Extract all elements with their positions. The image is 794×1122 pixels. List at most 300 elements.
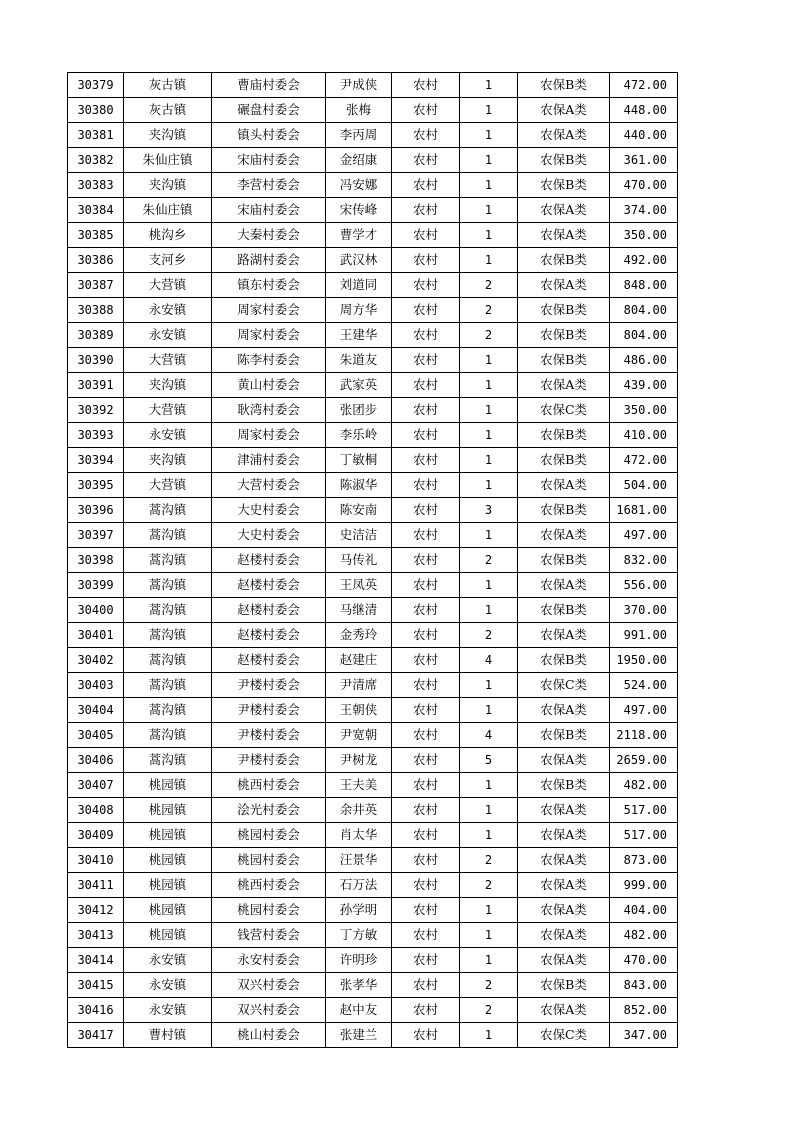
name-cell: 冯安娜 <box>326 173 392 198</box>
area-type-cell: 农村 <box>392 923 460 948</box>
category-cell: 农保A类 <box>518 573 610 598</box>
town-cell: 蒿沟镇 <box>124 723 212 748</box>
table-row <box>68 1023 678 1048</box>
name-cell: 尹宽朝 <box>326 723 392 748</box>
serial-number-cell: 30401 <box>68 623 124 648</box>
serial-number-cell: 30400 <box>68 598 124 623</box>
town-cell: 永安镇 <box>124 298 212 323</box>
category-cell: 农保B类 <box>518 148 610 173</box>
serial-number-cell: 30381 <box>68 123 124 148</box>
household-count-cell: 1 <box>460 448 518 473</box>
table-row <box>68 848 678 873</box>
town-cell: 桃园镇 <box>124 773 212 798</box>
village-committee-cell: 赵楼村委会 <box>212 598 326 623</box>
village-committee-cell: 浍光村委会 <box>212 798 326 823</box>
category-cell: 农保B类 <box>518 773 610 798</box>
village-committee-cell: 桃园村委会 <box>212 848 326 873</box>
household-count-cell: 1 <box>460 698 518 723</box>
name-cell: 王夫美 <box>326 773 392 798</box>
table-row <box>68 123 678 148</box>
amount-cell: 350.00 <box>610 398 678 423</box>
category-cell: 农保A类 <box>518 823 610 848</box>
table-row <box>68 623 678 648</box>
name-cell: 张团步 <box>326 398 392 423</box>
town-cell: 桃园镇 <box>124 873 212 898</box>
area-type-cell: 农村 <box>392 173 460 198</box>
village-committee-cell: 黄山村委会 <box>212 373 326 398</box>
household-count-cell: 4 <box>460 648 518 673</box>
household-count-cell: 1 <box>460 248 518 273</box>
serial-number-cell: 30395 <box>68 473 124 498</box>
village-committee-cell: 赵楼村委会 <box>212 648 326 673</box>
household-count-cell: 1 <box>460 1023 518 1048</box>
name-cell: 朱道友 <box>326 348 392 373</box>
category-cell: 农保B类 <box>518 298 610 323</box>
serial-number-cell: 30412 <box>68 898 124 923</box>
serial-number-cell: 30383 <box>68 173 124 198</box>
town-cell: 灰古镇 <box>124 98 212 123</box>
village-committee-cell: 桃园村委会 <box>212 898 326 923</box>
area-type-cell: 农村 <box>392 348 460 373</box>
name-cell: 张梅 <box>326 98 392 123</box>
name-cell: 张孝华 <box>326 973 392 998</box>
amount-cell: 482.00 <box>610 773 678 798</box>
town-cell: 大营镇 <box>124 398 212 423</box>
town-cell: 桃园镇 <box>124 923 212 948</box>
table-row <box>68 573 678 598</box>
town-cell: 朱仙庄镇 <box>124 148 212 173</box>
amount-cell: 497.00 <box>610 523 678 548</box>
table-row <box>68 823 678 848</box>
town-cell: 支河乡 <box>124 248 212 273</box>
village-committee-cell: 桃山村委会 <box>212 1023 326 1048</box>
area-type-cell: 农村 <box>392 948 460 973</box>
area-type-cell: 农村 <box>392 798 460 823</box>
village-committee-cell: 尹楼村委会 <box>212 673 326 698</box>
amount-cell: 482.00 <box>610 923 678 948</box>
town-cell: 大营镇 <box>124 473 212 498</box>
town-cell: 夹沟镇 <box>124 173 212 198</box>
serial-number-cell: 30405 <box>68 723 124 748</box>
category-cell: 农保A类 <box>518 473 610 498</box>
table-row <box>68 598 678 623</box>
area-type-cell: 农村 <box>392 598 460 623</box>
serial-number-cell: 30386 <box>68 248 124 273</box>
household-count-cell: 2 <box>460 548 518 573</box>
category-cell: 农保C类 <box>518 398 610 423</box>
household-count-cell: 1 <box>460 398 518 423</box>
area-type-cell: 农村 <box>392 873 460 898</box>
village-committee-cell: 赵楼村委会 <box>212 623 326 648</box>
serial-number-cell: 30387 <box>68 273 124 298</box>
name-cell: 尹树龙 <box>326 748 392 773</box>
village-committee-cell: 周家村委会 <box>212 298 326 323</box>
village-committee-cell: 桃西村委会 <box>212 773 326 798</box>
area-type-cell: 农村 <box>392 773 460 798</box>
household-count-cell: 2 <box>460 873 518 898</box>
name-cell: 孙学明 <box>326 898 392 923</box>
town-cell: 桃沟乡 <box>124 223 212 248</box>
table-row <box>68 723 678 748</box>
category-cell: 农保A类 <box>518 923 610 948</box>
category-cell: 农保B类 <box>518 73 610 98</box>
category-cell: 农保A类 <box>518 123 610 148</box>
household-count-cell: 1 <box>460 673 518 698</box>
name-cell: 许明珍 <box>326 948 392 973</box>
town-cell: 永安镇 <box>124 423 212 448</box>
village-committee-cell: 大史村委会 <box>212 498 326 523</box>
serial-number-cell: 30414 <box>68 948 124 973</box>
amount-cell: 361.00 <box>610 148 678 173</box>
village-committee-cell: 陈李村委会 <box>212 348 326 373</box>
amount-cell: 2659.00 <box>610 748 678 773</box>
serial-number-cell: 30417 <box>68 1023 124 1048</box>
area-type-cell: 农村 <box>392 973 460 998</box>
household-count-cell: 1 <box>460 923 518 948</box>
area-type-cell: 农村 <box>392 373 460 398</box>
area-type-cell: 农村 <box>392 698 460 723</box>
area-type-cell: 农村 <box>392 98 460 123</box>
town-cell: 大营镇 <box>124 273 212 298</box>
village-committee-cell: 赵楼村委会 <box>212 573 326 598</box>
category-cell: 农保B类 <box>518 973 610 998</box>
village-committee-cell: 桃西村委会 <box>212 873 326 898</box>
amount-cell: 350.00 <box>610 223 678 248</box>
table-row <box>68 273 678 298</box>
serial-number-cell: 30388 <box>68 298 124 323</box>
table-row <box>68 498 678 523</box>
area-type-cell: 农村 <box>392 273 460 298</box>
household-count-cell: 1 <box>460 123 518 148</box>
household-count-cell: 5 <box>460 748 518 773</box>
name-cell: 金绍康 <box>326 148 392 173</box>
area-type-cell: 农村 <box>392 423 460 448</box>
town-cell: 桃园镇 <box>124 898 212 923</box>
category-cell: 农保A类 <box>518 798 610 823</box>
town-cell: 永安镇 <box>124 973 212 998</box>
serial-number-cell: 30396 <box>68 498 124 523</box>
household-count-cell: 2 <box>460 623 518 648</box>
town-cell: 蒿沟镇 <box>124 498 212 523</box>
village-committee-cell: 尹楼村委会 <box>212 723 326 748</box>
table-row <box>68 173 678 198</box>
village-committee-cell: 宋庙村委会 <box>212 148 326 173</box>
table-row <box>68 673 678 698</box>
table-row <box>68 473 678 498</box>
area-type-cell: 农村 <box>392 998 460 1023</box>
town-cell: 桃园镇 <box>124 823 212 848</box>
name-cell: 肖太华 <box>326 823 392 848</box>
household-count-cell: 2 <box>460 848 518 873</box>
area-type-cell: 农村 <box>392 573 460 598</box>
name-cell: 金秀玲 <box>326 623 392 648</box>
area-type-cell: 农村 <box>392 123 460 148</box>
amount-cell: 448.00 <box>610 98 678 123</box>
amount-cell: 492.00 <box>610 248 678 273</box>
table-row <box>68 148 678 173</box>
village-committee-cell: 双兴村委会 <box>212 973 326 998</box>
amount-cell: 852.00 <box>610 998 678 1023</box>
amount-cell: 1950.00 <box>610 648 678 673</box>
serial-number-cell: 30407 <box>68 773 124 798</box>
household-count-cell: 2 <box>460 998 518 1023</box>
serial-number-cell: 30390 <box>68 348 124 373</box>
area-type-cell: 农村 <box>392 498 460 523</box>
name-cell: 王建华 <box>326 323 392 348</box>
table-row <box>68 523 678 548</box>
serial-number-cell: 30392 <box>68 398 124 423</box>
name-cell: 丁敏桐 <box>326 448 392 473</box>
table-row <box>68 348 678 373</box>
amount-cell: 370.00 <box>610 598 678 623</box>
village-committee-cell: 李营村委会 <box>212 173 326 198</box>
name-cell: 武家英 <box>326 373 392 398</box>
relief-roster-table <box>67 72 678 1048</box>
town-cell: 蒿沟镇 <box>124 623 212 648</box>
area-type-cell: 农村 <box>392 223 460 248</box>
town-cell: 永安镇 <box>124 948 212 973</box>
household-count-cell: 1 <box>460 173 518 198</box>
amount-cell: 804.00 <box>610 298 678 323</box>
table-row <box>68 298 678 323</box>
name-cell: 王凤英 <box>326 573 392 598</box>
name-cell: 汪景华 <box>326 848 392 873</box>
amount-cell: 374.00 <box>610 198 678 223</box>
town-cell: 蒿沟镇 <box>124 598 212 623</box>
name-cell: 石万法 <box>326 873 392 898</box>
village-committee-cell: 曹庙村委会 <box>212 73 326 98</box>
serial-number-cell: 30385 <box>68 223 124 248</box>
serial-number-cell: 30397 <box>68 523 124 548</box>
town-cell: 蒿沟镇 <box>124 673 212 698</box>
category-cell: 农保B类 <box>518 448 610 473</box>
amount-cell: 486.00 <box>610 348 678 373</box>
table-row <box>68 398 678 423</box>
category-cell: 农保A类 <box>518 223 610 248</box>
amount-cell: 2118.00 <box>610 723 678 748</box>
table-row <box>68 973 678 998</box>
table-row <box>68 798 678 823</box>
household-count-cell: 1 <box>460 348 518 373</box>
amount-cell: 848.00 <box>610 273 678 298</box>
village-committee-cell: 永安村委会 <box>212 948 326 973</box>
area-type-cell: 农村 <box>392 398 460 423</box>
village-committee-cell: 赵楼村委会 <box>212 548 326 573</box>
category-cell: 农保A类 <box>518 898 610 923</box>
table-row <box>68 98 678 123</box>
name-cell: 马继清 <box>326 598 392 623</box>
name-cell: 宋传峰 <box>326 198 392 223</box>
category-cell: 农保A类 <box>518 998 610 1023</box>
village-committee-cell: 尹楼村委会 <box>212 698 326 723</box>
category-cell: 农保A类 <box>518 98 610 123</box>
area-type-cell: 农村 <box>392 1023 460 1048</box>
name-cell: 王朝侠 <box>326 698 392 723</box>
serial-number-cell: 30380 <box>68 98 124 123</box>
area-type-cell: 农村 <box>392 298 460 323</box>
name-cell: 武汉林 <box>326 248 392 273</box>
town-cell: 大营镇 <box>124 348 212 373</box>
village-committee-cell: 耿湾村委会 <box>212 398 326 423</box>
area-type-cell: 农村 <box>392 323 460 348</box>
category-cell: 农保B类 <box>518 348 610 373</box>
name-cell: 曹学才 <box>326 223 392 248</box>
town-cell: 朱仙庄镇 <box>124 198 212 223</box>
amount-cell: 999.00 <box>610 873 678 898</box>
village-committee-cell: 钱营村委会 <box>212 923 326 948</box>
household-count-cell: 4 <box>460 723 518 748</box>
household-count-cell: 1 <box>460 598 518 623</box>
village-committee-cell: 路湖村委会 <box>212 248 326 273</box>
category-cell: 农保A类 <box>518 698 610 723</box>
area-type-cell: 农村 <box>392 473 460 498</box>
village-committee-cell: 宋庙村委会 <box>212 198 326 223</box>
serial-number-cell: 30403 <box>68 673 124 698</box>
amount-cell: 497.00 <box>610 698 678 723</box>
serial-number-cell: 30402 <box>68 648 124 673</box>
name-cell: 尹成侠 <box>326 73 392 98</box>
category-cell: 农保B类 <box>518 498 610 523</box>
amount-cell: 404.00 <box>610 898 678 923</box>
town-cell: 蒿沟镇 <box>124 548 212 573</box>
household-count-cell: 3 <box>460 498 518 523</box>
household-count-cell: 1 <box>460 898 518 923</box>
area-type-cell: 农村 <box>392 548 460 573</box>
table-row <box>68 698 678 723</box>
household-count-cell: 2 <box>460 273 518 298</box>
category-cell: 农保B类 <box>518 173 610 198</box>
category-cell: 农保A类 <box>518 948 610 973</box>
serial-number-cell: 30404 <box>68 698 124 723</box>
amount-cell: 504.00 <box>610 473 678 498</box>
town-cell: 蒿沟镇 <box>124 748 212 773</box>
category-cell: 农保B类 <box>518 548 610 573</box>
category-cell: 农保B类 <box>518 648 610 673</box>
amount-cell: 832.00 <box>610 548 678 573</box>
area-type-cell: 农村 <box>392 523 460 548</box>
village-committee-cell: 大营村委会 <box>212 473 326 498</box>
village-committee-cell: 镇头村委会 <box>212 123 326 148</box>
town-cell: 桃园镇 <box>124 848 212 873</box>
serial-number-cell: 30413 <box>68 923 124 948</box>
serial-number-cell: 30406 <box>68 748 124 773</box>
village-committee-cell: 镇东村委会 <box>212 273 326 298</box>
amount-cell: 470.00 <box>610 948 678 973</box>
name-cell: 陈安南 <box>326 498 392 523</box>
table-row <box>68 73 678 98</box>
table-row <box>68 223 678 248</box>
category-cell: 农保A类 <box>518 873 610 898</box>
area-type-cell: 农村 <box>392 623 460 648</box>
category-cell: 农保A类 <box>518 623 610 648</box>
name-cell: 丁方敏 <box>326 923 392 948</box>
amount-cell: 517.00 <box>610 823 678 848</box>
name-cell: 赵中友 <box>326 998 392 1023</box>
category-cell: 农保A类 <box>518 373 610 398</box>
table-row <box>68 873 678 898</box>
area-type-cell: 农村 <box>392 748 460 773</box>
category-cell: 农保B类 <box>518 723 610 748</box>
amount-cell: 440.00 <box>610 123 678 148</box>
household-count-cell: 1 <box>460 823 518 848</box>
category-cell: 农保C类 <box>518 1023 610 1048</box>
village-committee-cell: 碾盘村委会 <box>212 98 326 123</box>
amount-cell: 517.00 <box>610 798 678 823</box>
town-cell: 夹沟镇 <box>124 448 212 473</box>
household-count-cell: 1 <box>460 948 518 973</box>
amount-cell: 470.00 <box>610 173 678 198</box>
table-row <box>68 898 678 923</box>
serial-number-cell: 30384 <box>68 198 124 223</box>
village-committee-cell: 大史村委会 <box>212 523 326 548</box>
serial-number-cell: 30379 <box>68 73 124 98</box>
town-cell: 永安镇 <box>124 998 212 1023</box>
area-type-cell: 农村 <box>392 673 460 698</box>
area-type-cell: 农村 <box>392 823 460 848</box>
town-cell: 蒿沟镇 <box>124 573 212 598</box>
serial-number-cell: 30382 <box>68 148 124 173</box>
table-row <box>68 198 678 223</box>
amount-cell: 439.00 <box>610 373 678 398</box>
serial-number-cell: 30393 <box>68 423 124 448</box>
town-cell: 蒿沟镇 <box>124 698 212 723</box>
amount-cell: 556.00 <box>610 573 678 598</box>
table-row <box>68 373 678 398</box>
category-cell: 农保A类 <box>518 523 610 548</box>
table-row <box>68 923 678 948</box>
town-cell: 夹沟镇 <box>124 373 212 398</box>
area-type-cell: 农村 <box>392 198 460 223</box>
household-count-cell: 2 <box>460 298 518 323</box>
household-count-cell: 1 <box>460 223 518 248</box>
table-row <box>68 323 678 348</box>
town-cell: 曹村镇 <box>124 1023 212 1048</box>
category-cell: 农保B类 <box>518 598 610 623</box>
table-row <box>68 773 678 798</box>
name-cell: 刘道同 <box>326 273 392 298</box>
serial-number-cell: 30391 <box>68 373 124 398</box>
area-type-cell: 农村 <box>392 73 460 98</box>
town-cell: 蒿沟镇 <box>124 648 212 673</box>
town-cell: 灰古镇 <box>124 73 212 98</box>
table-row <box>68 748 678 773</box>
category-cell: 农保B类 <box>518 323 610 348</box>
household-count-cell: 1 <box>460 798 518 823</box>
household-count-cell: 1 <box>460 773 518 798</box>
serial-number-cell: 30394 <box>68 448 124 473</box>
area-type-cell: 农村 <box>392 723 460 748</box>
amount-cell: 410.00 <box>610 423 678 448</box>
name-cell: 余井英 <box>326 798 392 823</box>
table-row <box>68 248 678 273</box>
household-count-cell: 1 <box>460 373 518 398</box>
table-row <box>68 948 678 973</box>
amount-cell: 472.00 <box>610 73 678 98</box>
area-type-cell: 农村 <box>392 448 460 473</box>
area-type-cell: 农村 <box>392 898 460 923</box>
village-committee-cell: 尹楼村委会 <box>212 748 326 773</box>
amount-cell: 843.00 <box>610 973 678 998</box>
name-cell: 张建兰 <box>326 1023 392 1048</box>
household-count-cell: 1 <box>460 473 518 498</box>
name-cell: 赵建庄 <box>326 648 392 673</box>
category-cell: 农保A类 <box>518 748 610 773</box>
serial-number-cell: 30398 <box>68 548 124 573</box>
category-cell: 农保C类 <box>518 673 610 698</box>
category-cell: 农保B类 <box>518 423 610 448</box>
name-cell: 周方华 <box>326 298 392 323</box>
area-type-cell: 农村 <box>392 648 460 673</box>
